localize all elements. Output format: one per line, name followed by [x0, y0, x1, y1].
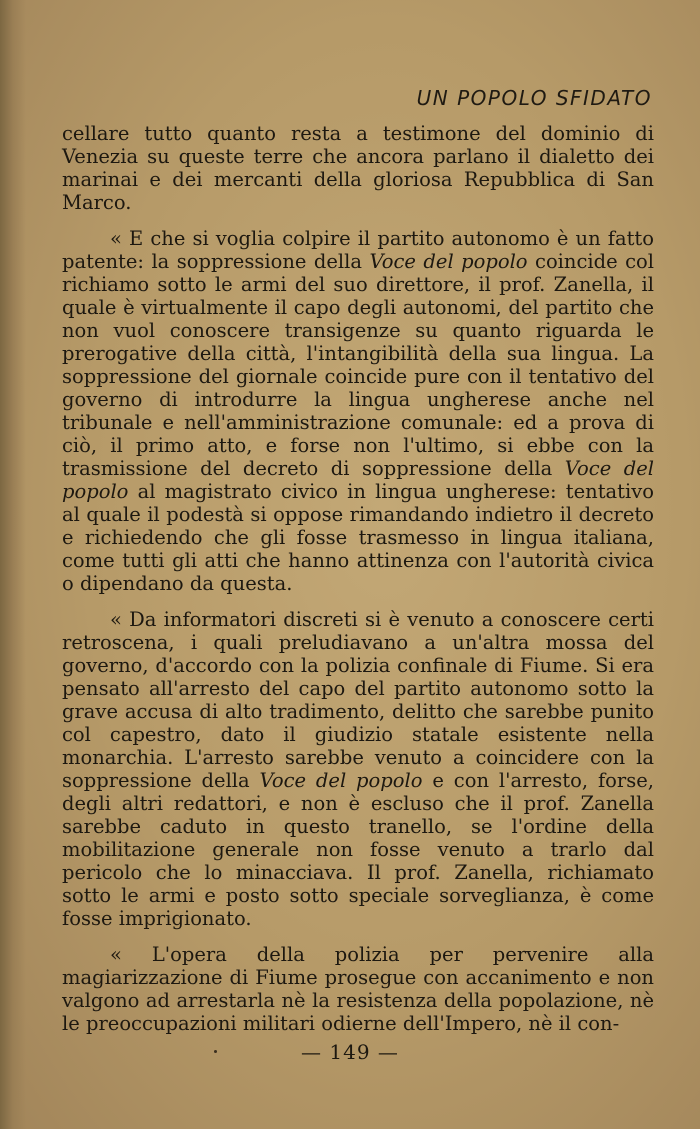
running-header: UN POPOLO SFIDATO — [416, 86, 652, 110]
newspaper-title: Voce del popolo — [259, 769, 423, 792]
paragraph-informatori: « Da informatori discreti si è venuto a conoscere certi retroscena, i quali preludiavano a un'altra mossa del governo, d'accordo con la polizia confinale di Fiume. Si era pensato all'arresto del capo del partito autonomo sotto la grave accusa di alto tradimento, delitto che sarebbe punito col capestro, dato il giudizio statale esistente nella monarchia. L'arresto sarebbe venuto a coincidere con la soppressione della Voce del popolo e con l'arresto, forse, degli altri redattori, e non è escluso che il prof. Zanella sarebbe caduto in questo tranello, se l'ordine della mobilitazione generale non fosse venuto a trarlo dal pericolo che lo minacciava. Il prof. Zanella, richiamato sotto le armi e posto sotto speciale sorveglianza, è come fosse imprigionato. — [62, 608, 654, 930]
paragraph-voce-del-popolo: « E che si voglia colpire il partito autonomo è un fatto patente: la soppressione della Voce del popolo coincide col richiamo sotto le armi del suo direttore, il prof. Zanella, il quale è virtualmente il capo degli autonomi, del partito che non vuol conoscere transigenze su quanto riguarda le prerogative della città, l'intangibilità della sua lingua. La soppressione del giornale coincide pure con il tentativo del governo di introdurre la lingua ungherese anche nel tribunale e nell'amministrazione comunale: ed a prova di ciò, il primo atto, e forse non l'ultimo, si ebbe con la trasmissione del decreto di soppressione della Voce del popolo al magistrato civico in lingua ungherese: tentativo al quale il podestà si oppose rimandando indietro il decreto e richiedendo che gli fosse trasmesso in lingua italiana, come tutti gli atti che hanno attinenza con l'autorità civica o dipendano da questa. — [62, 227, 655, 595]
paragraph-polizia: « L'opera della polizia per pervenire alla magiarizzazione di Fiume prosegue con accanimento e non valgono ad arrestarla nè la resistenza della popolazione, nè le preoccupazioni militari odierne dell'Impero, nè il con- — [62, 943, 654, 1035]
newspaper-title: Voce del popolo — [62, 457, 655, 503]
page-number: — 149 — — [301, 1040, 399, 1064]
spine-shadow — [0, 0, 26, 1129]
body-text — [62, 122, 654, 1048]
paragraph-continuation: cellare tutto quanto resta a testimone del dominio di Venezia su queste terre che ancora parlano il dialetto dei marinai e dei mercanti della gloriosa Repubblica di San Marco. — [62, 122, 654, 214]
newspaper-title: Voce del popolo — [369, 250, 528, 273]
